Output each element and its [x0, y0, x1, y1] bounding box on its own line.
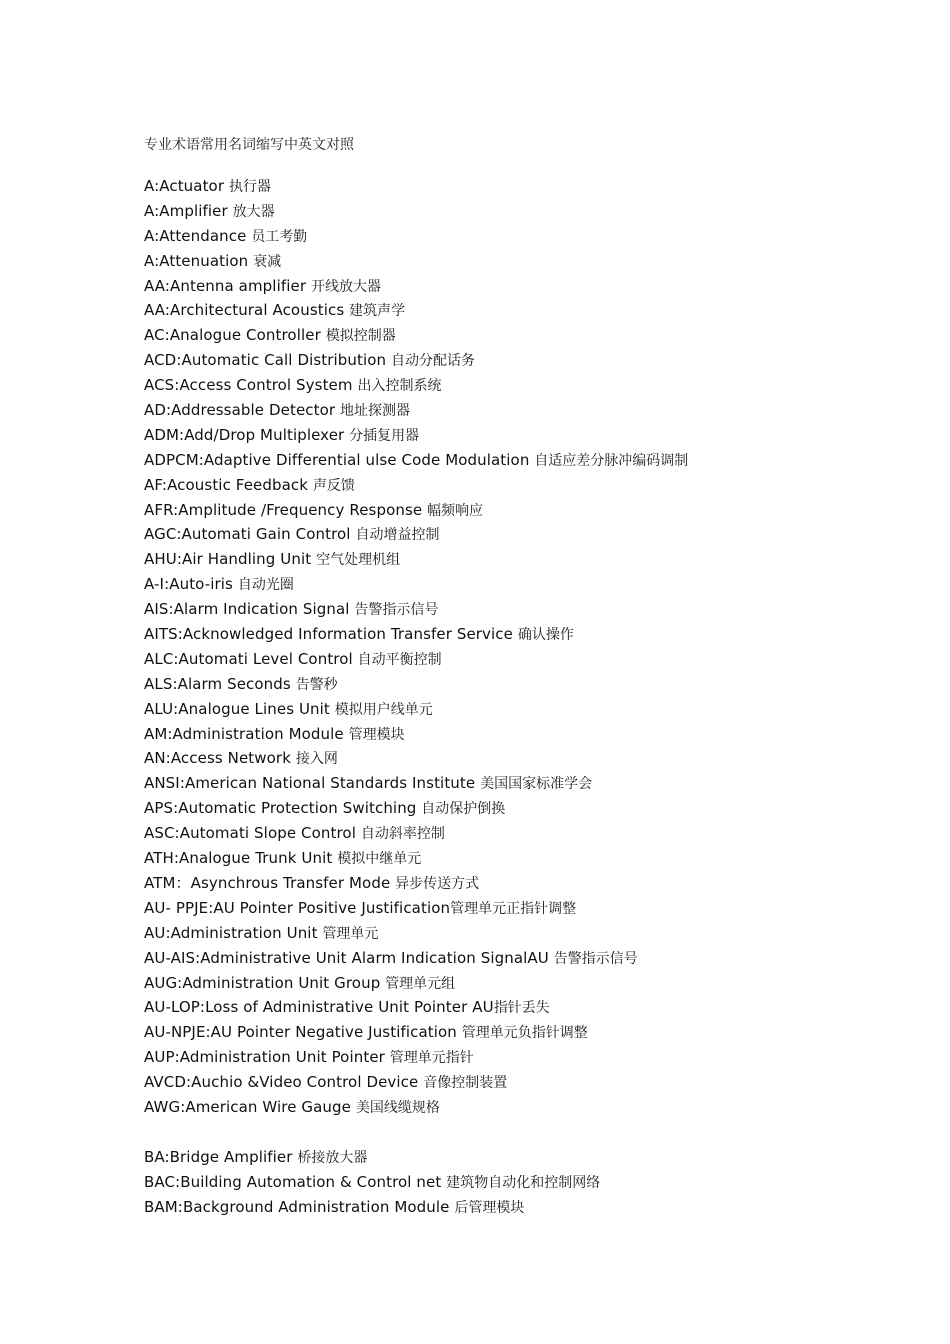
term-english: AUP:Administration Unit Pointer: [144, 1048, 390, 1067]
term-chinese: 分插复用器: [349, 427, 420, 444]
term-entry: [144, 473, 924, 498]
term-entry: [144, 348, 924, 373]
term-entry: [144, 1145, 924, 1170]
term-english: ACS:Access Control System: [144, 376, 358, 395]
term-english: A:Actuator: [144, 177, 229, 195]
term-chinese: 后管理模块: [454, 1199, 525, 1216]
term-entry: [144, 298, 924, 323]
term-english: AHU:Air Handling Unit: [144, 550, 317, 569]
term-chinese: 管理单元正指针调整: [450, 900, 577, 917]
term-english: AIS:Alarm Indication Signal: [144, 600, 355, 619]
term-chinese: 自动斜率控制: [360, 826, 445, 843]
term-chinese: 出入控制系统: [357, 378, 442, 395]
term-entry: [144, 373, 924, 398]
term-chinese: 模拟中继单元: [337, 851, 422, 868]
term-chinese: 空气处理机组: [316, 552, 401, 569]
term-english: ASC:Automati Slope Control: [144, 824, 361, 843]
term-english: BAC:Building Automation & Control net: [144, 1172, 447, 1191]
term-entry: [144, 174, 924, 199]
term-english: AU-LOP:Loss of Administrative Unit Pointer AU: [144, 998, 494, 1017]
term-chinese: 美国国家标准学会: [480, 776, 593, 793]
term-entry: [144, 224, 924, 249]
term-chinese: 自动增益控制: [355, 527, 440, 544]
term-chinese: 告警指示信号: [553, 950, 638, 967]
term-english: ATH:Analogue Trunk Unit: [144, 849, 338, 868]
term-entry: [144, 498, 924, 523]
term-entry: [144, 796, 924, 821]
term-list: [144, 174, 924, 1220]
term-chinese: 异步传送方式: [395, 875, 480, 892]
term-entry: [144, 846, 924, 871]
term-chinese: 员工考勤: [251, 228, 308, 245]
term-chinese: 管理单元负指针调整: [461, 1025, 588, 1042]
term-chinese: 桥接放大器: [297, 1149, 368, 1166]
term-english: AF:Acoustic Feedback: [144, 475, 313, 494]
term-english: AGC:Automati Gain Control: [144, 525, 356, 544]
term-chinese: 建筑声学: [349, 303, 406, 320]
term-entry: [144, 1170, 924, 1195]
term-entry: [144, 423, 924, 448]
term-entry: [144, 199, 924, 224]
term-english: ALU:Analogue Lines Unit: [144, 699, 335, 718]
term-english: A:Attenuation: [144, 251, 254, 270]
term-entry: [144, 622, 924, 647]
term-entry: [144, 771, 924, 796]
term-chinese: 音像控制装置: [423, 1075, 508, 1092]
term-chinese: 确认操作: [517, 627, 574, 644]
term-entry: [144, 1195, 924, 1220]
term-entry: [144, 746, 924, 771]
term-entry: [144, 995, 924, 1020]
term-english: AM:Administration Module: [144, 724, 349, 743]
term-entry: [144, 946, 924, 971]
term-chinese: 管理单元组: [385, 975, 456, 992]
term-english: ADM:Add/Drop Multiplexer: [144, 425, 350, 444]
term-english: AWG:American Wire Gauge: [144, 1097, 356, 1116]
term-chinese: 衰减: [253, 253, 282, 270]
term-english: AITS:Acknowledged Information Transfer Service: [144, 625, 518, 644]
term-chinese: 模拟控制器: [325, 328, 396, 345]
term-english: AU-AIS:Administrative Unit Alarm Indication SignalAU: [144, 948, 554, 967]
term-entry: [144, 722, 924, 747]
term-chinese: 自动光圈: [237, 577, 294, 594]
term-english: ACD:Automatic Call Distribution: [144, 351, 392, 370]
term-entry: [144, 1070, 924, 1095]
term-english: AFR:Amplitude /Frequency Response: [144, 500, 428, 519]
term-english: ALS:Alarm Seconds: [144, 674, 296, 693]
term-entry: [144, 1045, 924, 1070]
term-chinese: 管理模块: [348, 726, 405, 743]
term-chinese: 管理单元: [322, 925, 379, 942]
term-english: AU:Administration Unit: [144, 923, 323, 942]
term-chinese: 指针丢失: [493, 1000, 550, 1017]
term-entry: [144, 274, 924, 299]
term-english: A-I:Auto-iris: [144, 575, 238, 594]
term-english: AU- PPJE:AU Pointer Positive Justification: [144, 898, 451, 917]
term-entry: [144, 398, 924, 423]
term-english: AN:Access Network: [144, 749, 296, 768]
term-entry: [144, 249, 924, 274]
term-entry: [144, 697, 924, 722]
term-chinese: 建筑物自动化和控制网络: [446, 1174, 601, 1191]
term-english: AU-NPJE:AU Pointer Negative Justification: [144, 1023, 462, 1042]
term-entry: [144, 672, 924, 697]
term-english: ALC:Automati Level Control: [144, 649, 358, 668]
term-chinese: 自动平衡控制: [357, 651, 442, 668]
term-english: AC:Analogue Controller: [144, 326, 326, 345]
term-entry: [144, 1020, 924, 1045]
term-chinese: 管理单元指针: [389, 1050, 474, 1067]
term-english: AVCD:Auchio &Video Control Device: [144, 1073, 424, 1092]
term-entry: [144, 647, 924, 672]
term-english: AUG:Administration Unit Group: [144, 973, 386, 992]
term-chinese: 自动分配话务: [391, 353, 476, 370]
term-entry: [144, 1095, 924, 1120]
term-entry: [144, 323, 924, 348]
term-chinese: 执行器: [228, 179, 271, 195]
term-entry: [144, 971, 924, 996]
term-chinese: 模拟用户线单元: [334, 701, 433, 718]
term-english: APS:Automatic Protection Switching: [144, 799, 422, 818]
term-group: [144, 174, 924, 1120]
term-chinese: 地址探测器: [340, 403, 411, 420]
term-chinese: 接入网: [295, 751, 338, 768]
document-title: 专业术语常用名词缩写中英文对照: [144, 137, 354, 153]
term-english: BA:Bridge Amplifier: [144, 1147, 298, 1166]
term-entry: [144, 896, 924, 921]
term-chinese: 放大器: [232, 203, 275, 220]
term-entry: [144, 921, 924, 946]
term-entry: [144, 871, 924, 896]
term-chinese: 告警指示信号: [354, 602, 439, 619]
term-entry: [144, 597, 924, 622]
term-chinese: 自动保护倒换: [421, 801, 506, 818]
term-entry: [144, 572, 924, 597]
term-entry: [144, 522, 924, 547]
term-english: BAM:Background Administration Module: [144, 1197, 455, 1216]
term-chinese: 幅频响应: [427, 502, 484, 519]
term-entry: [144, 448, 924, 473]
term-chinese: 告警秒: [295, 676, 338, 693]
term-english: ADPCM:Adaptive Differential ulse Code Modulation: [144, 450, 535, 469]
term-entry: [144, 547, 924, 572]
term-english: A:Amplifier: [144, 201, 233, 220]
term-english: AA:Antenna amplifier: [144, 276, 311, 295]
term-english: AD:Addressable Detector: [144, 401, 341, 420]
term-english: A:Attendance: [144, 226, 252, 245]
term-chinese: 自适应差分脉冲编码调制: [534, 452, 689, 469]
term-english: ATM：Asynchrous Transfer Mode: [144, 873, 396, 892]
term-chinese: 声反馈: [312, 477, 355, 494]
term-group: [144, 1145, 924, 1220]
term-english: AA:Architectural Acoustics: [144, 301, 350, 320]
term-chinese: 开线放大器: [310, 278, 381, 295]
term-english: ANSI:American National Standards Institute: [144, 774, 481, 793]
term-entry: [144, 821, 924, 846]
term-chinese: 美国线缆规格: [355, 1099, 440, 1116]
